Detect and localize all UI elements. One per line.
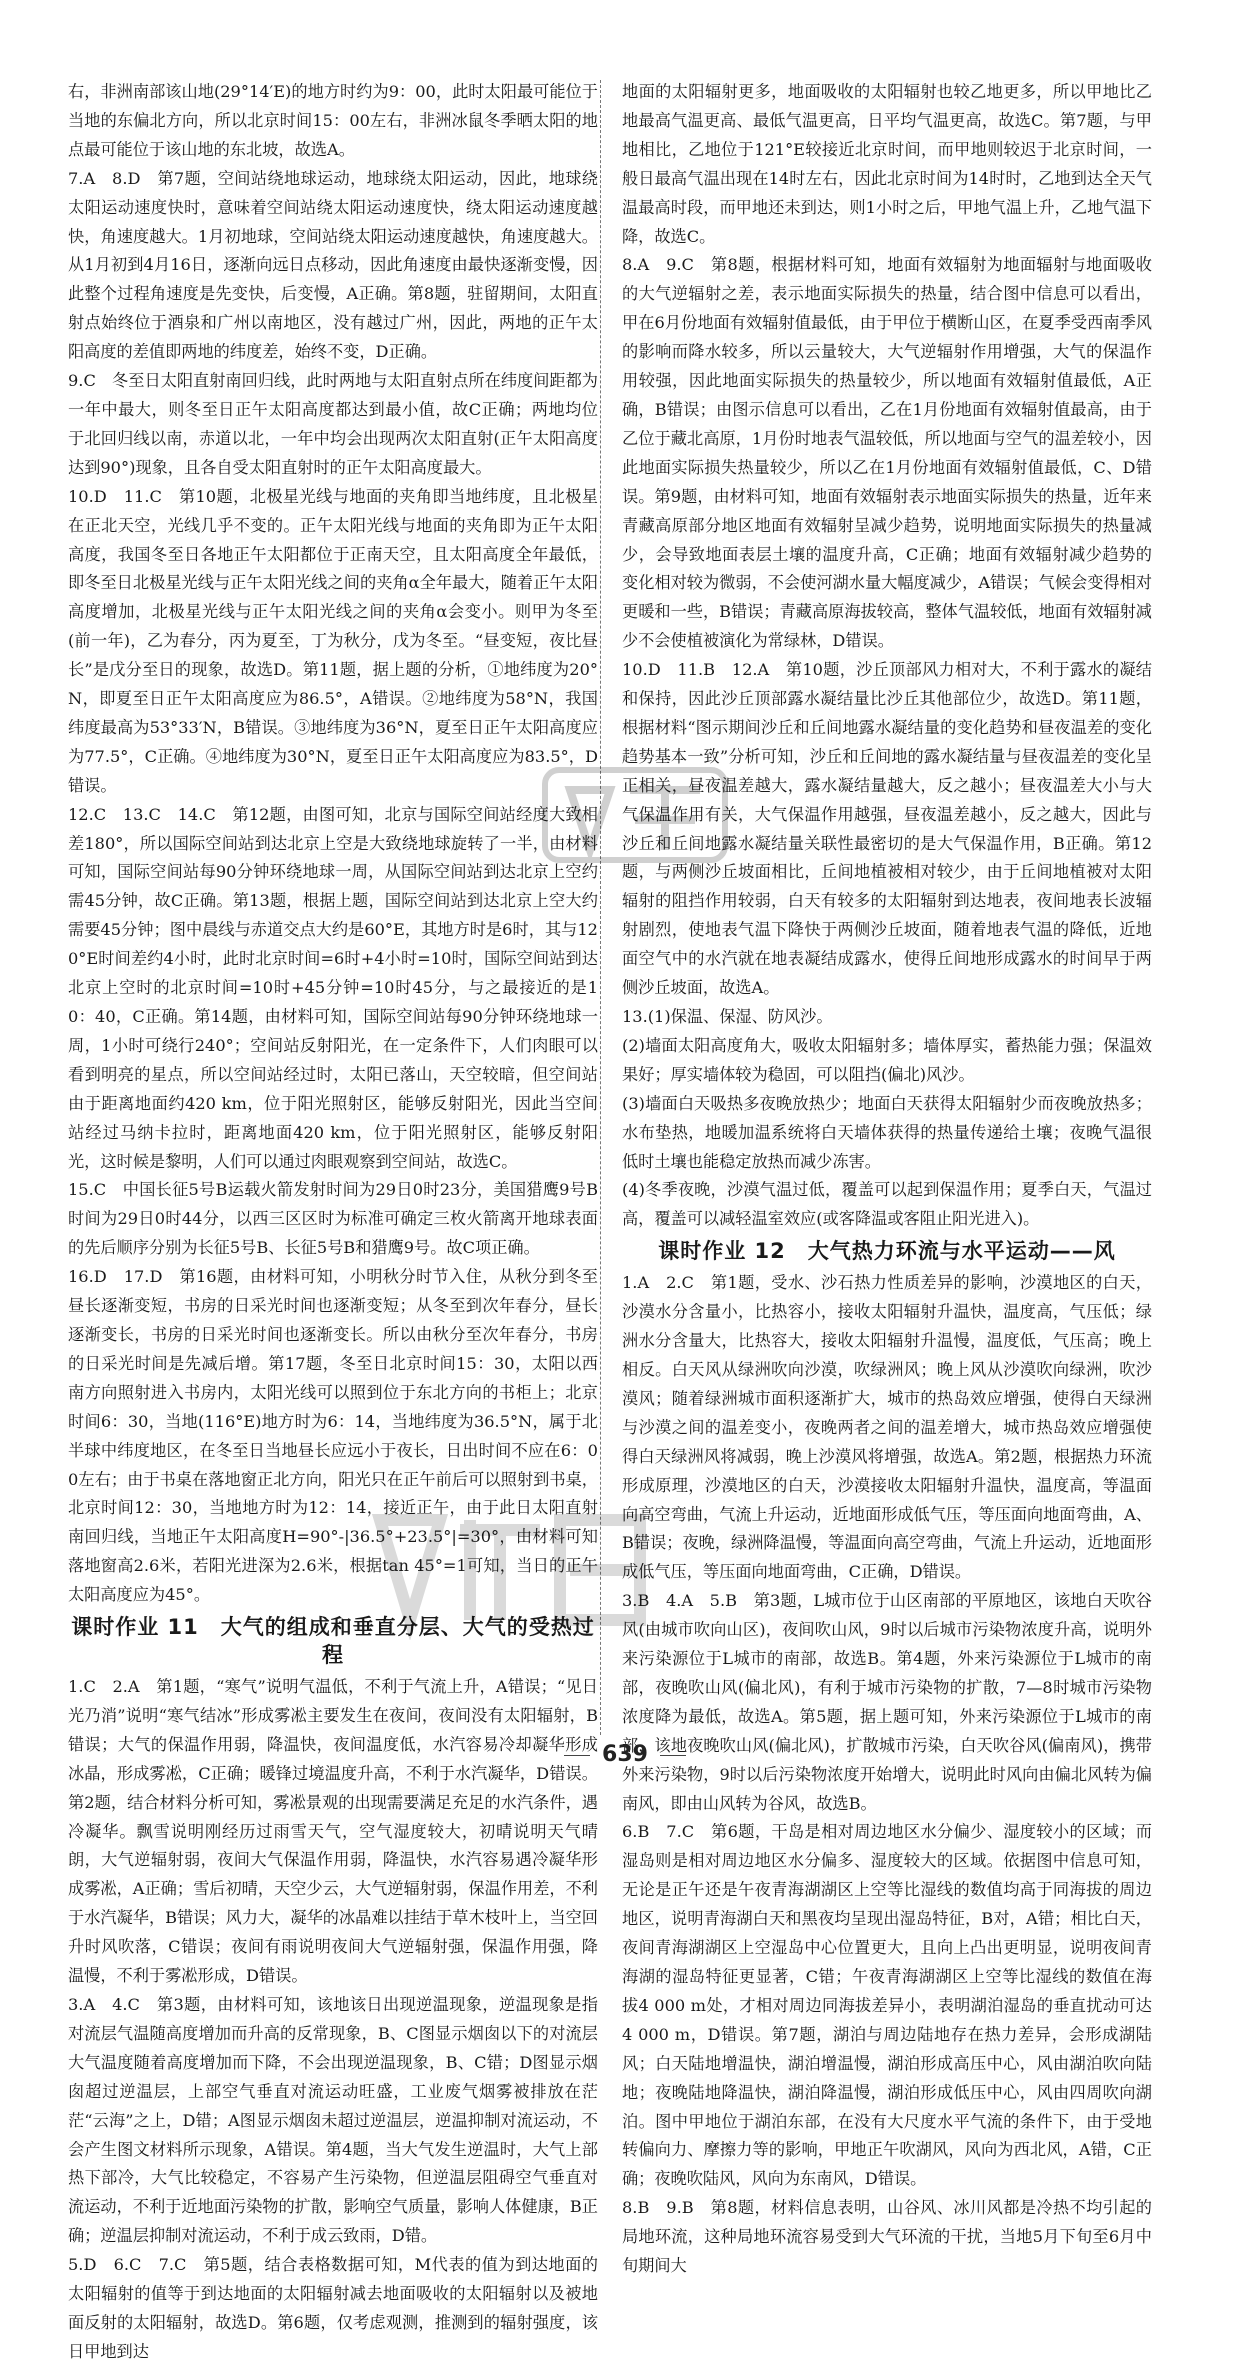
answer-paragraph: (4)冬季夜晚，沙漠气温过低，覆盖可以起到保温作用；夏季白天，气温过高，覆盖可以减轻温室效应(或客降温或客阻止阳光进入)。 <box>622 1180 1152 1229</box>
answer-paragraph: 3.B 4.A 5.B 第3题，L城市位于山区南部的平原地区，该地白天吹谷风(由城市吹向山区)，夜间吹山风，9时以后城市污染物浓度升高，说明外来污染源位于L城市的南部，故选B。第4题，外来污染源位于L城市的南部，夜晚吹山风(偏北风)，有利于城市污染物的扩散，7—8时城市污染物浓度降为最低，故选A。第5题，据上题可知，外来污染源位于L城市的南部，该地夜晚吹山风(偏北风)，扩散城市污染，白天吹谷风(偏南风)，携带外来污染物，9时以后污染物浓度开始增大，说明此时风向由偏北风转为偏南风，即由山风转为谷风，故选B。 <box>622 1591 1152 1813</box>
footer-dash-right <box>660 1755 686 1756</box>
answer-paragraph: 地面的太阳辐射更多，地面吸收的太阳辐射也较乙地更多，所以甲地比乙地最高气温更高、最低气温更高，日平均气温更高，故选C。第7题，与甲地相比，乙地位于121°E较接近北京时间，而甲地则较迟于北京时间，一般日最高气温出现在14时左右，因此北京时间为14时时，乙地到达全天气温最高时段，而甲地还未到达，则1小时之后，甲地气温上升，乙地气温下降，故选C。 <box>622 82 1152 246</box>
answer-paragraph: 3.A 4.C 第3题，由材料可知，该地该日出现逆温现象，逆温现象是指对流层气温随高度增加而升高的反常现象，B、C图显示烟囱以下的对流层大气温度随着高度增加而下降，不会出现逆温现象，B、C错；D图显示烟囱超过逆温层，上部空气垂直对流运动旺盛，工业废气烟雾被排放在茫茫“云海”之上，D错；A图显示烟囱未超过逆温层，逆温抑制对流运动，不会产生图文材料所示现象，A错误。第4题，当大气发生逆温时，大气上部热下部冷，大气比较稳定，不容易产生污染物，但逆温层阻碍空气垂直对流运动，不利于近地面污染物的扩散，影响空气质量，影响人体健康，B正确；逆温层抑制对流运动，不利于成云致雨，D错。 <box>68 1995 598 2246</box>
footer-dash-left <box>564 1755 590 1756</box>
answer-paragraph: 6.B 7.C 第6题，干岛是相对周边地区水分偏少、湿度较小的区域；而湿岛则是相对周边地区水分偏多、湿度较大的区域。依据图中信息可知，无论是正午还是午夜青海湖湖区上空等比湿线的数值均高于同海拔的周边地区，说明青海湖白天和黑夜均呈现出湿岛特征，B对，A错；相比白天，夜间青海湖湖区上空湿岛中心位置更大，且向上凸出更明显，说明夜间青海湖的湿岛特征更显著，C错；午夜青海湖湖区上空等比湿线的数值在海拔4 000 m处，才相对周边同海拔差异小，表明湖泊湿岛的垂直扰动可达4 000 m，D错误。第7题，湖泊与周边陆地存在热力差异，会形成湖陆风；白天陆地增温快，湖泊增温慢，湖泊形成高压中心，风由湖泊吹向陆地；夜晚陆地降温快，湖泊降温慢，湖泊形成低压中心，风由四周吹向湖泊。图中甲地位于湖泊东部，在没有大尺度水平气流的条件下，由于受地转偏向力、摩擦力等的影响，甲地正午吹湖风，风向为西北风，A错，C正确；夜晚吹陆风，风向为东南风，D错误。 <box>622 1822 1152 2189</box>
answer-paragraph: 10.D 11.B 12.A 第10题，沙丘顶部风力相对大，不利于露水的凝结和保持，因此沙丘顶部露水凝结量比沙丘其他部位少，故选D。第11题，根据材料“图示期间沙丘和丘间地露水凝结量的变化趋势和昼夜温差的变化趋势基本一致”分析可知，沙丘和丘间地的露水凝结量与昼夜温差的变化呈正相关，昼夜温差越大，露水凝结量越大，反之越小；昼夜温差大小与大气保温作用有关，大气保温作用越强，昼夜温差越小，反之越大，因此与沙丘和丘间地露水凝结量关联性最密切的是大气保温作用，B正确。第12题，与两侧沙丘坡面相比，丘间地植被相对较少，由于丘间地植被对太阳辐射的阻挡作用较弱，白天有较多的太阳辐射到达地表，夜间地表长波辐射剧烈，使地表气温下降快于两侧沙丘坡面，随着地表气温的降低，近地面空气中的水汽就在地表凝结成露水，使得丘间地形成露水的时间早于两侧沙丘坡面，故选A。 <box>622 660 1152 998</box>
page-number: 639 <box>602 1742 648 1767</box>
section-title: 课时作业 12 大气热力环流与水平运动——风 <box>658 1239 1116 1264</box>
answer-paragraph: 13.(1)保温、保湿、防风沙。 <box>622 1007 833 1026</box>
answer-paragraph: 右，非洲南部该山地(29°14′E)的地方时约为9：00，此时太阳最可能位于当地的东偏北方向，所以北京时间15：00左右，非洲冰鼠冬季晒太阳的地点最可能位于该山地的东北坡，故选A。 <box>68 82 598 159</box>
section-title: 课时作业 11 大气的组成和垂直分层、大气的受热过程 <box>71 1615 595 1668</box>
answer-paragraph: 1.C 2.A 第1题，“寒气”说明气温低，不利于气流上升，A错误；“见日光乃消”说明“寒气结冰”形成雾凇主要发生在夜间，夜间没有太阳辐射，B错误；大气的保温作用弱，降温快，夜间温度低，水汽容易冷却凝华形成冰晶，形成雾凇，C正确；暖锋过境温度升高，不利于水汽凝华，D错误。第2题，结合材料分析可知，雾凇景观的出现需要满足充足的水汽条件，遇冷凝华。飘雪说明刚经历过雨雪天气，空气湿度较大，初晴说明天气晴朗，大气逆辐射弱，夜间大气保温作用弱，降温快，水汽容易遇冷凝华形成雾凇，A正确；雪后初晴，天空少云，大气逆辐射弱，保温作用差，不利于水汽凝华，B错误；风力大，凝华的冰晶难以挂结于草木枝叶上，当空回升时风吹落，C错误；夜间有雨说明夜间大气逆辐射强，保温作用强，降温慢，不利于雾凇形成，D错误。 <box>68 1677 598 1986</box>
answer-paragraph: 5.D 6.C 7.C 第5题，结合表格数据可知，M代表的值为到达地面的太阳辐射的值等于到达地面的太阳辐射减去地面吸收的太阳辐射以及被地面反射的太阳辐射，故选D。第6题，仅考虑观测，推测到的辐射强度，该日甲地到达 <box>68 2255 598 2361</box>
right-column <box>622 78 1152 2281</box>
answer-paragraph: (3)墙面白天吸热多夜晚放热少；地面白天获得太阳辐射少而夜晚放热多；水布垫热，地暖加温系统将白天墙体获得的热量传递给土壤；夜晚气温很低时土壤也能稳定放热而减少冻害。 <box>622 1093 1152 1171</box>
page-footer <box>0 1742 1250 1767</box>
answer-paragraph: 16.D 17.D 第16题，由材料可知，小明秋分时节入住，从秋分到冬至昼长逐渐变短，书房的日采光时间也逐渐变短；从冬至到次年春分，昼长逐渐变长，书房的日采光时间也逐渐变长。所以由秋分至次年春分，书房的日采光时间是先减后增。第17题，冬至日北京时间15：30，太阳以西南方向照射进入书房内，太阳光线可以照到位于东北方向的书柜上；北京时间6：30，当地(116°E)地方时为6：14，当地纬度为36.5°N，属于北半球中纬度地区，在冬至日当地昼长应远小于夜长，日出时间不应在6：00左右；由于书桌在落地窗正北方向，阳光只在正午前后可以照射到书桌，北京时间12：30，当地地方时为12：14，接近正午，由于此日太阳直射南回归线，当地正午太阳高度H=90°-|36.5°+23.5°|=30°，由材料可知落地窗高2.6米，若阳光进深为2.6米，根据tan 45°=1可知，当日的正午太阳高度应为45°。 <box>68 1267 598 1605</box>
answer-paragraph: 8.A 9.C 第8题，根据材料可知，地面有效辐射为地面辐射与地面吸收的大气逆辐射之差，表示地面实际损失的热量，结合图中信息可以看出，甲在6月份地面有效辐射值最低，由于甲位于横断山区，在夏季受西南季风的影响而降水较多，所以云量较大，大气逆辐射作用增强，大气的保温作用较强，因此地面实际损失的热量较少，所以地面有效辐射值最低，A正确，B错误；由图示信息可以看出，乙在1月份地面有效辐射值最高，由于乙位于藏北高原，1月份时地表气温较低，所以地面与空气的温差较小，因此地面实际损失热量较少，所以乙在1月份地面有效辐射值最低，C、D错误。第9题，由材料可知，地面有效辐射表示地面实际损失的热量，近年来青藏高原部分地区地面有效辐射呈减少趋势，说明地面实际损失的热量减少，会导致地面表层土壤的温度升高，C正确；地面有效辐射减少趋势的变化相对较为微弱，不会使河湖水量大幅度减少，A错误；气候会变得相对更暖和一些，B错误；青藏高原海拔较高，整体气温较低，地面有效辐射减少不会使植被演化为常绿林，D错误。 <box>622 255 1152 651</box>
answer-paragraph: 12.C 13.C 14.C 第12题，由图可知，北京与国际空间站经度大致相差180°，所以国际空间站到达北京上空是大致绕地球旋转了一半，由材料可知，国际空间站每90分钟环绕地球一周，从国际空间站到达北京上空约需45分钟，故C正确。第13题，根据上题，国际空间站到达北京上空大约需要45分钟；图中晨线与赤道交点大约是60°E，其地方时是6时，其与120°E时间差约4小时，此时北京时间=6时+4小时=10时，国际空间站到达北京上空时的北京时间=10时+45分钟=10时45分，与之最接近的是10：40，C正确。第14题，由材料可知，国际空间站每90分钟环绕地球一周，1小时可绕行240°；空间站反射阳光，在一定条件下，人们肉眼可以看到明亮的星点，所以空间站经过时，太阳已落山，天空较暗，但空间站由于距离地面约420 km，位于阳光照射区，能够反射阳光，因此当空间站经过马纳卡拉时，距离地面420 km，位于阳光照射区，能够反射阳光，这时候是黎明，人们可以通过肉眼观察到空间站，故选C。 <box>68 804 598 1171</box>
answer-paragraph: (2)墙面太阳高度角大，吸收太阳辐射多；墙体厚实，蓄热能力强；保温效果好；厚实墙体较为稳固，可以阻挡(偏北)风沙。 <box>622 1035 1152 1084</box>
answer-paragraph: 8.B 9.B 第8题，材料信息表明，山谷风、冰川风都是冷热不均引起的局地环流，这种局地环流容易受到大气环流的干扰，当地5月下旬至6月中旬期间大 <box>622 2198 1152 2276</box>
answer-paragraph: 9.C 冬至日太阳直射南回归线，此时两地与太阳直射点所在纬度间距都为一年中最大，则冬至日正午太阳高度都达到最小值，故C正确；两地均位于北回归线以南，赤道以北，一年中均会出现两次太阳直射(正午太阳高度达到90°)现象，且各自受太阳直射时的正午太阳高度最大。 <box>68 371 598 477</box>
left-column <box>68 78 598 2367</box>
answer-paragraph: 7.A 8.D 第7题，空间站绕地球运动，地球绕太阳运动，因此，地球绕太阳运动速度快时，意味着空间站绕太阳运动速度快，绕太阳运动速度越快，角速度越大。1月初地球，空间站绕太阳运动速度越快，角速度越大。从1月初到4月16日，逐渐向远日点移动，因此角速度由最快逐渐变慢，因此整个过程角速度是先变快，后变慢，A正确。第8题，驻留期间，太阳直射点始终位于酒泉和广州以南地区，没有越过广州，因此，两地的正午太阳高度的差值即两地的纬度差，始终不变，D正确。 <box>68 168 598 362</box>
column-divider <box>600 80 601 1735</box>
answer-paragraph: 1.A 2.C 第1题，受水、沙石热力性质差异的影响，沙漠地区的白天，沙漠水分含量小，比热容小，接收太阳辐射升温快，温度高，气压低；绿洲水分含量大，比热容大，接收太阳辐射升温慢，温度低，气压高；晚上相反。白天风从绿洲吹向沙漠，吹绿洲风；晚上风从沙漠吹向绿洲，吹沙漠风；随着绿洲城市面积逐渐扩大，城市的热岛效应增强，使得白天绿洲与沙漠之间的温差变小，夜晚两者之间的温差增大，城市热岛效应增强使得白天绿洲风将减弱，晚上沙漠风将增强，故选A。第2题，根据热力环流形成原理，沙漠地区的白天，沙漠接收太阳辐射升温快，温度高，等温面向高空弯曲，气流上升运动，近地面形成低气压，等压面向地面弯曲，A、B错误；夜晚，绿洲降温慢，等温面向高空弯曲，气流上升运动，近地面形成低气压，等压面向地面弯曲，C正确，D错误。 <box>622 1273 1152 1582</box>
answer-paragraph: 15.C 中国长征5号B运载火箭发射时间为29日0时23分，美国猎鹰9号B时间为29日0时44分，以西三区区时为标准可确定三枚火箭离开地球表面的先后顺序分别为长征5号B、长征5号B和猎鹰9号。故C项正确。 <box>68 1180 598 1258</box>
answer-paragraph: 10.D 11.C 第10题，北极星光线与地面的夹角即当地纬度，且北极星在正北天空，光线几乎不变的。正午太阳光线与地面的夹角即为正午太阳高度，我国冬至日各地正午太阳都位于正南天空，且太阳高度全年最低，即冬至日北极星光线与正午太阳光线之间的夹角α全年最大，随着正午太阳高度增加，北极星光线与正午太阳光线之间的夹角α会变小。则甲为冬至(前一年)，乙为春分，丙为夏至，丁为秋分，戊为冬至。“昼变短，夜比昼长”是戊分至日的现象，故选D。第11题，据上题的分析，①地纬度为20°N，即夏至日正午太阳高度应为86.5°，A错误。②地纬度为58°N，我国纬度最高为53°33′N，B错误。③地纬度为36°N，夏至日正午太阳高度应为77.5°，C正确。④地纬度为30°N，夏至日正午太阳高度应为83.5°，D错误。 <box>68 486 598 795</box>
